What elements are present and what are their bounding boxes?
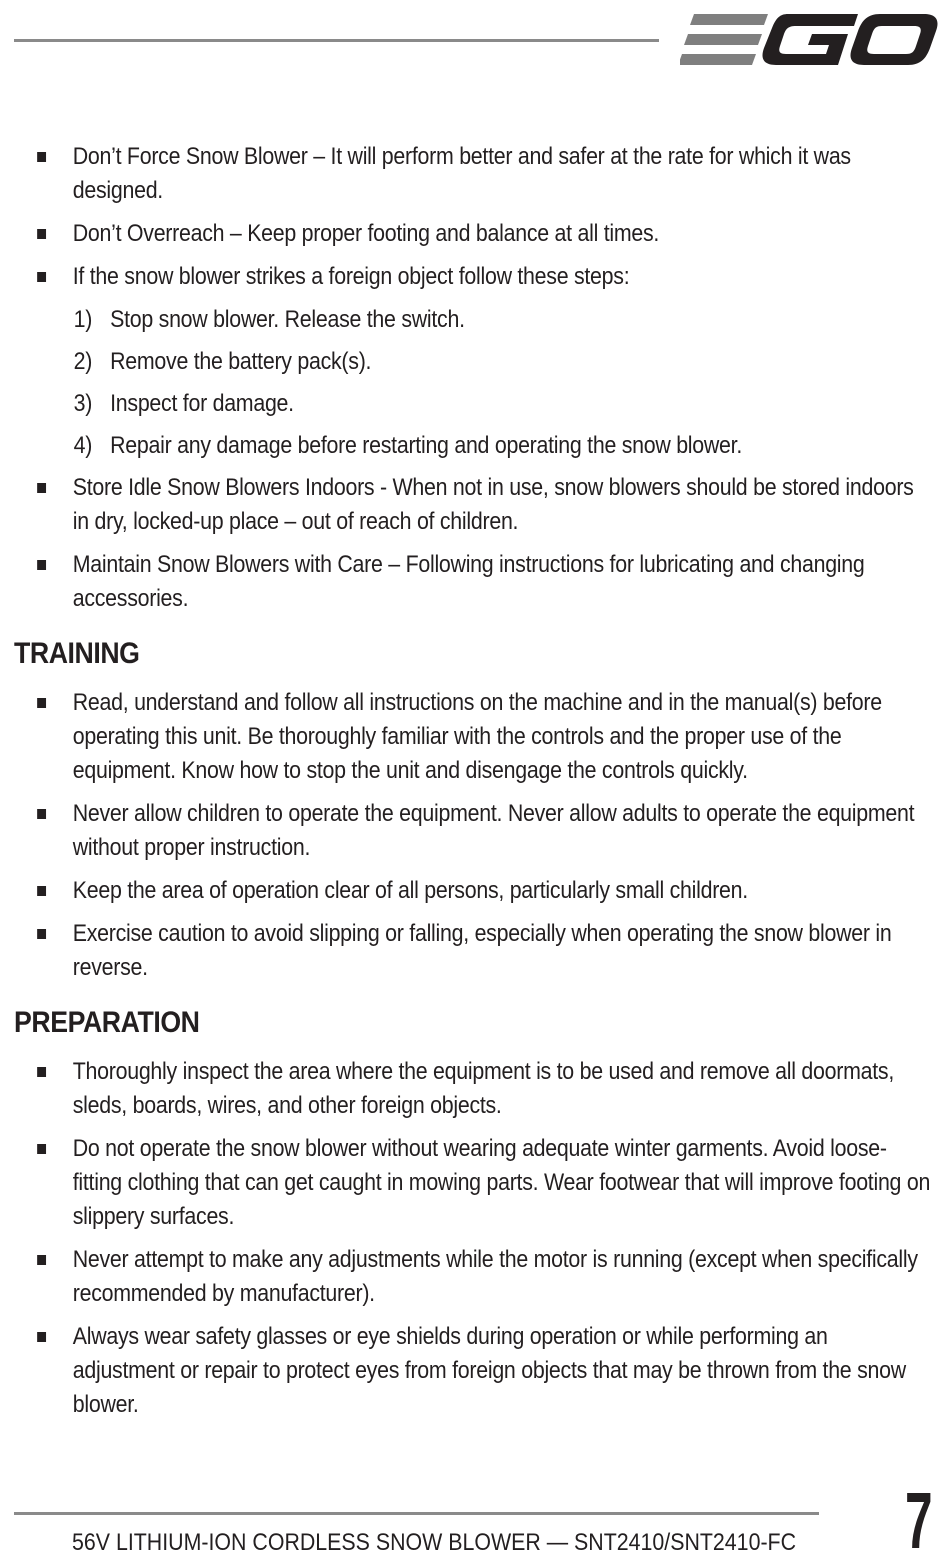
list-item — [14, 917, 934, 985]
bullet-square-icon — [37, 886, 46, 896]
step-number: 1) — [73, 306, 93, 333]
bullet-square-icon — [37, 809, 46, 819]
page-content — [14, 140, 934, 1431]
list-item-text: Don’t Overreach – Keep proper footing and balance at all times. — [72, 220, 660, 247]
bullet-square-icon — [37, 272, 46, 282]
step-text: Repair any damage before restarting and operating the snow blower. — [110, 432, 743, 459]
list-item — [14, 1132, 934, 1234]
step-number: 4) — [73, 432, 93, 459]
list-item-text: If the snow blower strikes a foreign object follow these steps: — [72, 263, 630, 290]
body-text — [14, 140, 934, 1422]
bullet-square-icon — [37, 483, 46, 493]
list-item-text: Never attempt to make any adjustments while the motor is running (except when specifically recommended by manufacturer). — [72, 1246, 918, 1307]
section-heading-training: TRAINING — [14, 637, 140, 670]
step-text: Stop snow blower. Release the switch. — [110, 306, 465, 333]
bullet-square-icon — [37, 229, 46, 239]
bullet-square-icon — [37, 1144, 46, 1154]
list-item — [14, 1243, 934, 1311]
bullet-square-icon — [37, 698, 46, 708]
list-item-text: Don’t Force Snow Blower – It will perform better and safer at the rate for which it was designed. — [72, 143, 851, 204]
numbered-step — [14, 429, 934, 463]
list-item — [14, 1055, 934, 1123]
list-item — [14, 874, 934, 908]
bullet-square-icon — [37, 560, 46, 570]
list-item — [14, 548, 934, 616]
list-item-text: Maintain Snow Blowers with Care – Following instructions for lubricating and changing accessories. — [72, 551, 865, 612]
numbered-step — [14, 387, 934, 421]
bullet-square-icon — [37, 1332, 46, 1342]
step-text: Inspect for damage. — [110, 390, 294, 417]
bullet-square-icon — [37, 929, 46, 939]
bullet-square-icon — [37, 1067, 46, 1077]
list-item — [14, 217, 934, 251]
list-item-text: Always wear safety glasses or eye shields during operation or while performing an adjustment or repair to protect eyes from foreign objects that may be thrown from the snow blower. — [72, 1323, 906, 1418]
bullet-square-icon — [37, 1255, 46, 1265]
list-item-text: Keep the area of operation clear of all persons, particularly small children. — [72, 877, 748, 904]
list-item-text: Never allow children to operate the equipment. Never allow adults to operate the equipment without proper instruction. — [72, 800, 915, 861]
footer-title: 56V LITHIUM-ION CORDLESS SNOW BLOWER — SNT2410/SNT2410-FC — [72, 1529, 797, 1556]
footer-rule — [14, 1512, 819, 1515]
list-item-text: Thoroughly inspect the area where the equipment is to be used and remove all doormats, sleds, boards, wires, and other foreign objects. — [72, 1058, 895, 1119]
list-item-text: Read, understand and follow all instructions on the machine and in the manual(s) before operating this unit. Be thoroughly familiar with the controls and the proper use of the equipment. Know how to stop the unit and disengage the controls quickly. — [72, 689, 882, 784]
list-item — [14, 686, 934, 788]
page-number: 7 — [905, 1476, 933, 1565]
step-number: 3) — [73, 390, 93, 417]
ego-logo — [680, 12, 938, 68]
bullet-square-icon — [37, 152, 46, 162]
list-item — [14, 140, 934, 208]
list-item-text: Exercise caution to avoid slipping or falling, especially when operating the snow blower in reverse. — [72, 920, 892, 981]
section-heading-preparation: PREPARATION — [14, 1006, 200, 1039]
list-item-text: Do not operate the snow blower without wearing adequate winter garments. Avoid loose-fitting clothing that can get caught in mowing parts. Wear footwear that will improve footing on slippery surfaces. — [72, 1135, 931, 1230]
list-item — [14, 1320, 934, 1422]
list-item — [14, 797, 934, 865]
header-rule — [14, 39, 659, 42]
list-item-text: Store Idle Snow Blowers Indoors - When not in use, snow blowers should be stored indoors in dry, locked-up place – out of reach of children. — [72, 474, 914, 535]
numbered-step — [14, 345, 934, 379]
list-item — [14, 471, 934, 539]
numbered-step — [14, 303, 934, 337]
list-item — [14, 260, 934, 294]
step-text: Remove the battery pack(s). — [110, 348, 372, 375]
step-number: 2) — [73, 348, 93, 375]
